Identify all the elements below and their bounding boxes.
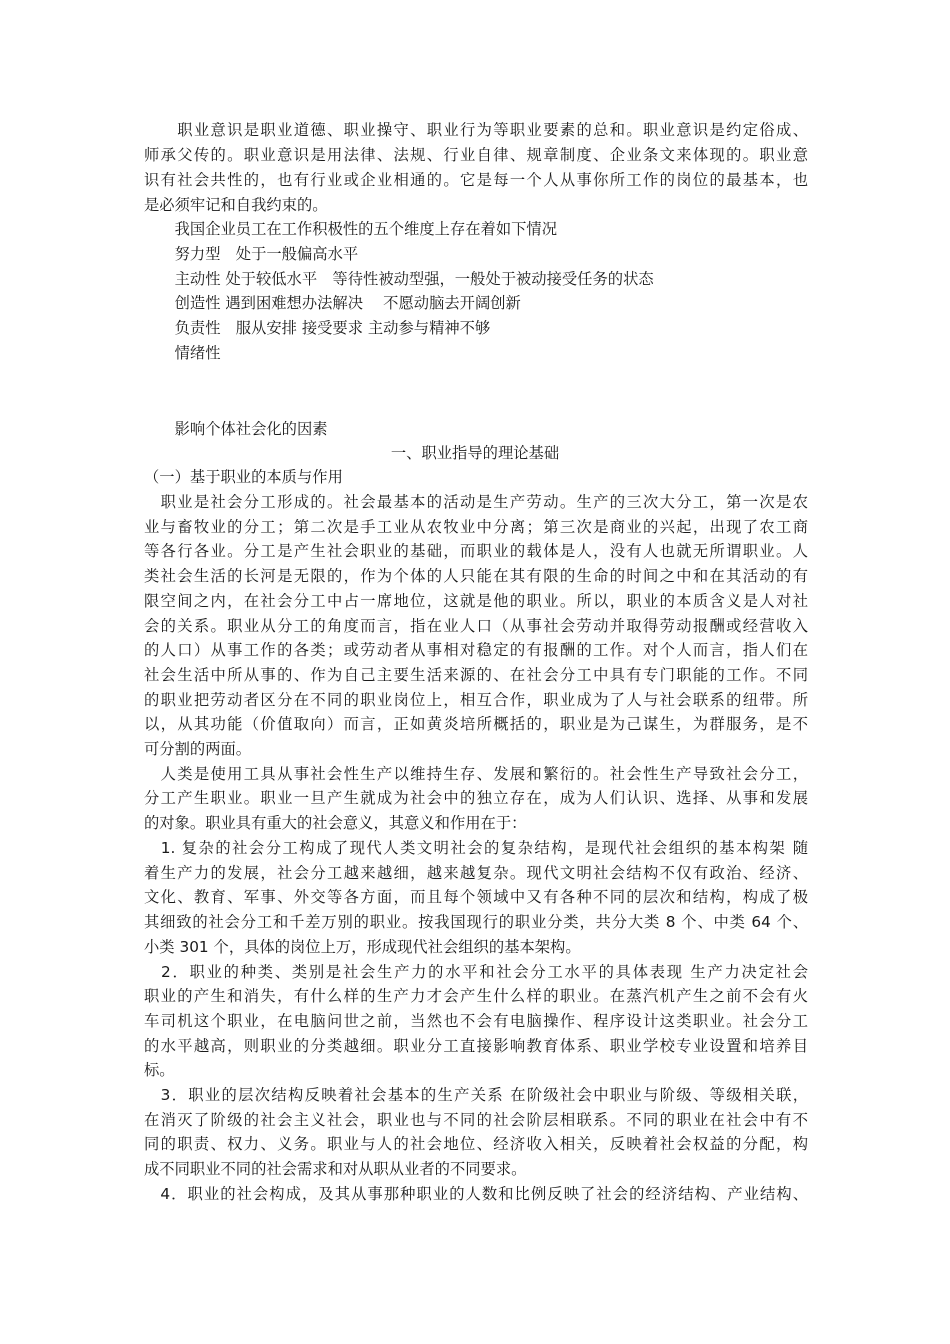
paragraph-line: 社会生活中所从事的、作为自己主要生活来源的、在社会分工中具有专门职能的工作。不同 [144,666,808,684]
numbered-item-line: 4．职业的社会构成，及其从事那种职业的人数和比例反映了社会的经济结构、产业结构、 [144,1185,808,1203]
list-item: 努力型 处于一般偏高水平 [144,245,359,263]
numbered-item-line: 其细致的社会分工和千差万别的职业。按我国现行的职业分类，共分大类 8 个、中类 64 个、 [144,913,808,931]
paragraph-line: 的人口）从事工作的各类；或劳动者从事相对稳定的有报酬的工作。对个人而言，指人们在 [144,641,808,659]
paragraph-line: 分工产生职业。职业一旦产生就成为社会中的独立存在，成为人们认识、选择、从事和发展 [144,789,808,807]
numbered-item-line: 同的职责、权力、义务。职业与人的社会地位、经济收入相关，反映着社会权益的分配，构 [144,1135,808,1153]
paragraph-line: 人类是使用工具从事社会性生产以维持生存、发展和繁衍的。社会性生产导致社会分工， [144,765,808,783]
sub-heading: （一）基于职业的本质与作用 [144,468,343,486]
paragraph-line: 会的关系。职业从分工的角度而言，指在业人口（从事社会劳动并取得劳动报酬或经营收入 [144,617,808,635]
numbered-item-line: 成不同职业不同的社会需求和对从职从业者的不同要求。 [144,1160,527,1178]
numbered-item-line: 着生产力的发展，社会分工越来越细，越来越复杂。现代文明社会结构不仅有政治、经济、 [144,864,808,882]
paragraph-line: 以，从其功能（价值取向）而言，正如黄炎培所概括的，职业是为己谋生，为群服务，是不 [144,715,808,733]
numbered-item-line: 2．职业的种类、类别是社会生产力的水平和社会分工水平的具体表现 生产力决定社会 [144,963,808,981]
paragraph-line: 业与畜牧业的分工；第二次是手工业从农牧业中分离；第三次是商业的兴起，出现了农工商 [144,518,808,536]
list-item: 创造性 遇到困难想办法解决 不愿动脑去开阔创新 [144,294,521,312]
paragraph-line: 师承父传的。职业意识是用法律、法规、行业自律、规章制度、企业条文来体现的。职业意 [144,146,808,164]
numbered-item-line: 标。 [144,1061,175,1079]
list-item: 情绪性 [144,344,221,362]
paragraph-line: 职业意识是职业道德、职业操守、职业行为等职业要素的总和。职业意识是约定俗成、 [144,121,808,139]
paragraph-line: 职业是社会分工形成的。社会最基本的活动是生产劳动。生产的三次大分工，第一次是农 [144,493,808,511]
paragraph-line: 限空间之内，在社会分工中占一席地位，这就是他的职业。所以，职业的本质含义是人对社 [144,592,808,610]
section-heading: 影响个体社会化的因素 [144,420,328,438]
section-title: 一、职业指导的理论基础 [390,444,560,462]
paragraph-line: 识有社会共性的，也有行业或企业相通的。它是每一个人从事你所工作的岗位的最基本，也 [144,171,808,189]
list-item: 负责性 服从安排 接受要求 主动参与精神不够 [144,319,491,337]
paragraph-line: 类社会生活的长河是无限的，作为个体的人只能在其有限的生命的时间之中和在其活动的有 [144,567,808,585]
numbered-item-line: 车司机这个职业，在电脑问世之前，当然也不会有电脑操作、程序设计这类职业。社会分工 [144,1012,808,1030]
numbered-item-line: 1. 复杂的社会分工构成了现代人类文明社会的复杂结构，是现代社会组织的基本构架 随 [144,839,808,857]
paragraph-line: 是必须牢记和自我约束的。 [144,196,328,214]
numbered-item-line: 小类 301 个，具体的岗位上万，形成现代社会组织的基本架构。 [144,938,581,956]
list-item: 主动性 处于较低水平 等待性被动型强，一般处于被动接受任务的状态 [144,270,654,288]
numbered-item-line: 文化、教育、军事、外交等各方面，而且每个领域中又有各种不同的层次和结构，构成了极 [144,888,808,906]
numbered-item-line: 的水平越高，则职业的分类越细。职业分工直接影响教育体系、职业学校专业设置和培养目 [144,1037,808,1055]
numbered-item-line: 3．职业的层次结构反映着社会基本的生产关系 在阶级社会中职业与阶级、等级相关联， [144,1086,808,1104]
paragraph-line: 的职业把劳动者区分在不同的职业岗位上，相互合作，职业成为了人与社会联系的纽带。所 [144,691,808,709]
paragraph-line: 可分割的两面。 [144,740,252,758]
list-intro: 我国企业员工在工作积极性的五个维度上存在着如下情况 [144,220,558,238]
paragraph-line: 等各行各业。分工是产生社会职业的基础，而职业的载体是人，没有人也就无所谓职业。人 [144,542,808,560]
numbered-item-line: 职业的产生和消失，有什么样的生产力才会产生什么样的职业。在蒸汽机产生之前不会有火 [144,987,808,1005]
paragraph-line: 的对象。职业具有重大的社会意义，其意义和作用在于： [144,814,527,832]
numbered-item-line: 在消灭了阶级的社会主义社会，职业也与不同的社会阶层相联系。不同的职业在社会中有不 [144,1111,808,1129]
